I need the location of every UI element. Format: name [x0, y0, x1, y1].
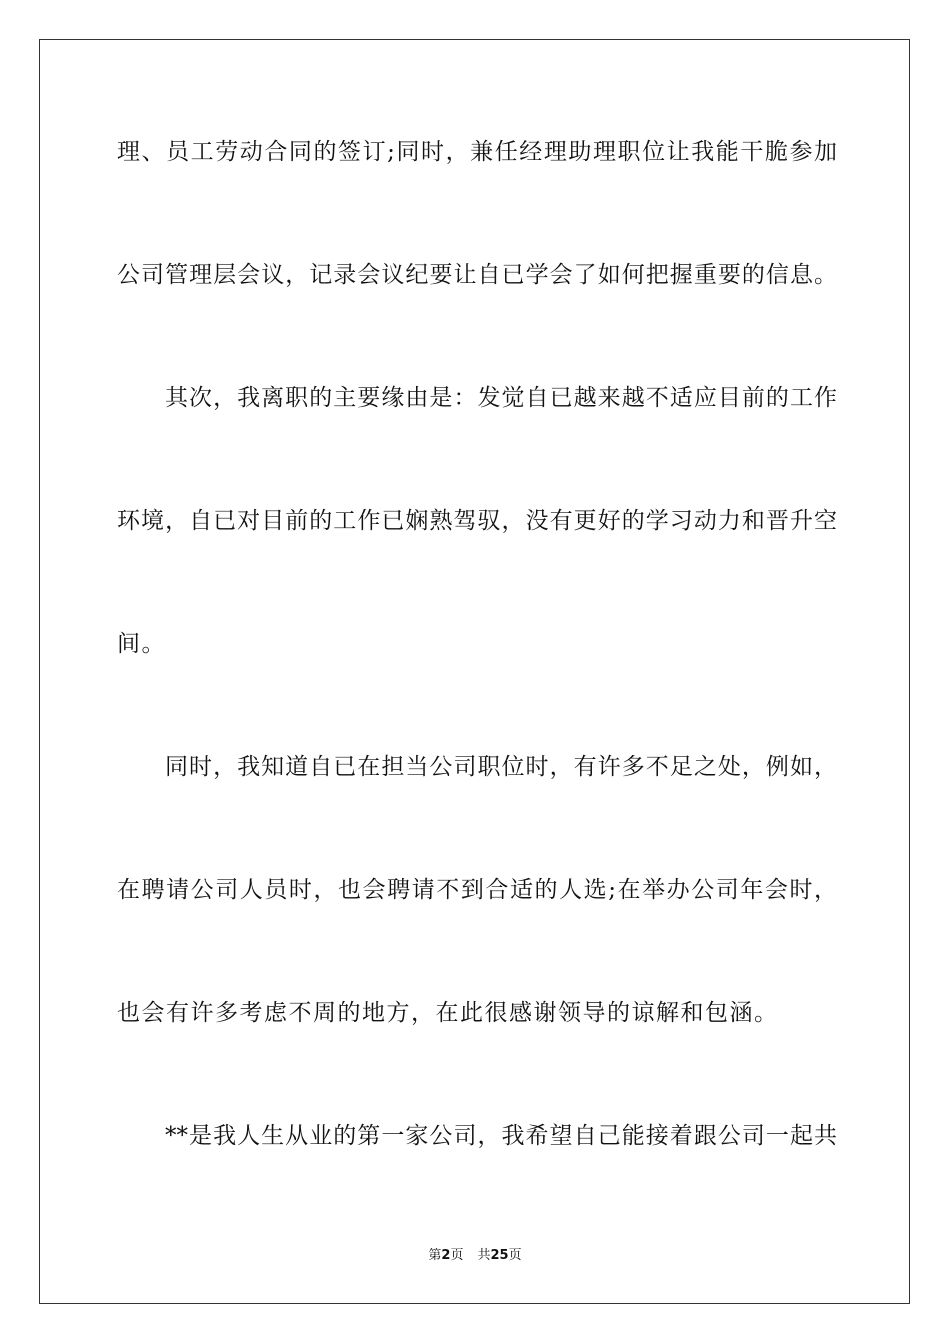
footer-total-prefix: 共: [477, 1248, 491, 1263]
footer-page-total: 25: [490, 1248, 509, 1263]
text-line-2: 公司管理层会议，记录会议纪要让自已学会了如何把握重要的信息。: [117, 262, 837, 288]
text-line-5: 间。: [117, 631, 166, 657]
text-line-8: 也会有许多考虑不周的地方，在此很感谢领导的谅解和包涵。: [117, 1000, 779, 1026]
footer-total-suffix: 页: [508, 1248, 522, 1263]
footer-page-current: 2: [441, 1248, 451, 1263]
page-border: [39, 39, 910, 1304]
text-line-1: 理、员工劳动合同的签订;同时，兼任经理助理职位让我能干脆参加: [117, 139, 837, 165]
text-line-4: 环境，自已对目前的工作已娴熟驾驭，没有更好的学习动力和晋升空: [117, 508, 837, 534]
text-line-7: 在聘请公司人员时，也会聘请不到合适的人选;在举办公司年会时，: [117, 877, 837, 903]
text-line-6: 同时，我知道自已在担当公司职位时，有许多不足之处，例如，: [165, 754, 837, 780]
footer-page-prefix: 第: [428, 1248, 442, 1263]
footer-page-mid: 页: [450, 1248, 464, 1263]
text-line-3: 其次，我离职的主要缘由是：发觉自已越来越不适应目前的工作: [165, 385, 837, 411]
text-line-9: **是我人生从业的第一家公司，我希望自己能接着跟公司一起共: [165, 1123, 837, 1149]
page-footer: [0, 1247, 950, 1265]
